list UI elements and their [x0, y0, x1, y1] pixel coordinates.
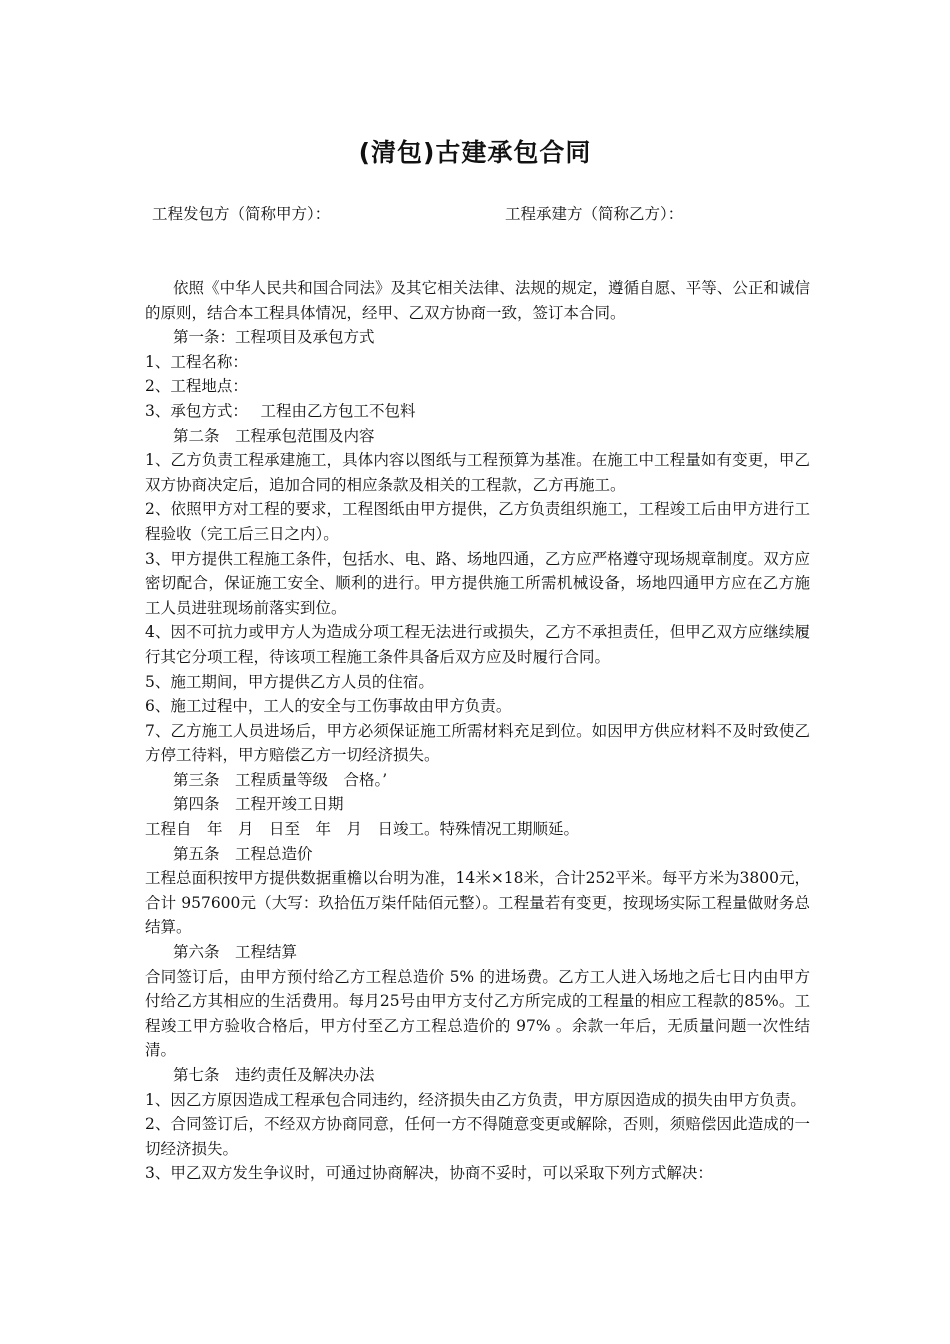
contract-body	[145, 276, 810, 1186]
contract-paragraph: 合同签订后，由甲方预付给乙方工程总造价 5% 的进场费。乙方工人进入场地之后七日内由甲方付给乙方其相应的生活费用。每月25号由甲方支付乙方所完成的工程量的相应工程款的85%。工程竣工甲方验收合格后，甲方付至乙方工程总造价的 97% 。余款一年后，无质量问题一次性结清。	[145, 967, 810, 1060]
section-heading: 第一条：工程项目及承包方式	[173, 328, 375, 347]
contract-paragraph: 1、乙方负责工程承建施工，具体内容以图纸与工程预算为基准。在施工中工程量如有变更，甲乙双方协商决定后，追加合同的相应条款及相关的工程款，乙方再施工。	[145, 451, 810, 494]
contract-paragraph: 1、因乙方原因造成工程承包合同违约，经济损失由乙方负责，甲方原因造成的损失由甲方负责。	[145, 1090, 806, 1109]
party-a-label: 工程发包方（简称甲方）：	[152, 205, 331, 223]
contract-paragraph: 1、工程名称：	[145, 352, 248, 371]
party-b-label: 工程承建方（简称乙方）：	[505, 205, 684, 223]
section-heading: 第三条 工程质量等级 合格。’	[173, 770, 388, 789]
contract-paragraph: 3、甲乙双方发生争议时，可通过协商解决，协商不妥时，可以采取下列方式解决：	[145, 1164, 713, 1183]
contract-paragraph: 2、合同签订后，不经双方协商同意，任何一方不得随意变更或解除，否则，须赔偿因此造成的一切经济损失。	[145, 1115, 810, 1158]
section-heading: 第七条 违约责任及解决办法	[173, 1066, 375, 1084]
section-heading: 第六条 工程结算	[173, 943, 298, 962]
contract-paragraph: 2、工程地点：	[145, 377, 248, 396]
contract-paragraph: 工程自 年 月 日至 年 月 日竣工。特殊情况工期顺延。	[145, 820, 580, 839]
contract-paragraph: 2、依照甲方对工程的要求，工程图纸由甲方提供，乙方负责组织施工，工程竣工后由甲方进行工程验收（完工后三日之内）。	[145, 500, 810, 543]
section-heading: 第五条 工程总造价	[173, 844, 313, 863]
contract-paragraph: 5、施工期间，甲方提供乙方人员的住宿。	[145, 672, 434, 691]
contract-paragraph: 4、因不可抗力或甲方人为造成分项工程无法进行或损失，乙方不承担责任，但甲乙双方应继续履行其它分项工程，待该项工程施工条件具备后双方应及时履行合同。	[145, 623, 810, 666]
contract-paragraph: 3、承包方式： 工程由乙方包工不包料	[145, 401, 416, 420]
contract-paragraph: 7、乙方施工人员进场后，甲方必须保证施工所需材料充足到位。如因甲方供应材料不及时致使乙方停工待料，甲方赔偿乙方一切经济损失。	[145, 721, 810, 765]
contract-paragraph: 3、甲方提供工程施工条件，包括水、电、路、场地四通，乙方应严格遵守现场规章制度。双方应密切配合，保证施工安全、顺利的进行。甲方提供施工所需机械设备，场地四通甲方应在乙方施工人员进驻现场前落实到位。	[145, 549, 810, 617]
parties-line	[152, 203, 810, 225]
contract-paragraph: 6、施工过程中，工人的安全与工伤事故由甲方负责。	[145, 697, 512, 716]
section-heading: 第二条 工程承包范围及内容	[173, 426, 375, 445]
contract-paragraph: 工程总面积按甲方提供数据重檐以台明为准，14米×18米，合计252平米。每平方米为3800元，合计 957600元（大写：玖拾伍万柒仟陆佰元整）。工程量若有变更，按现场实际工程量做财务总结算。	[145, 869, 810, 937]
section-heading: 第四条 工程开竣工日期	[173, 795, 344, 814]
document-title: (清包)古建承包合同	[358, 138, 592, 167]
contract-paragraph: 依照《中华人民共和国合同法》及其它相关法律、法规的规定，遵循自愿、平等、公正和诚信的原则，结合本工程具体情况，经甲、乙双方协商一致，签订本合同。	[145, 279, 810, 322]
